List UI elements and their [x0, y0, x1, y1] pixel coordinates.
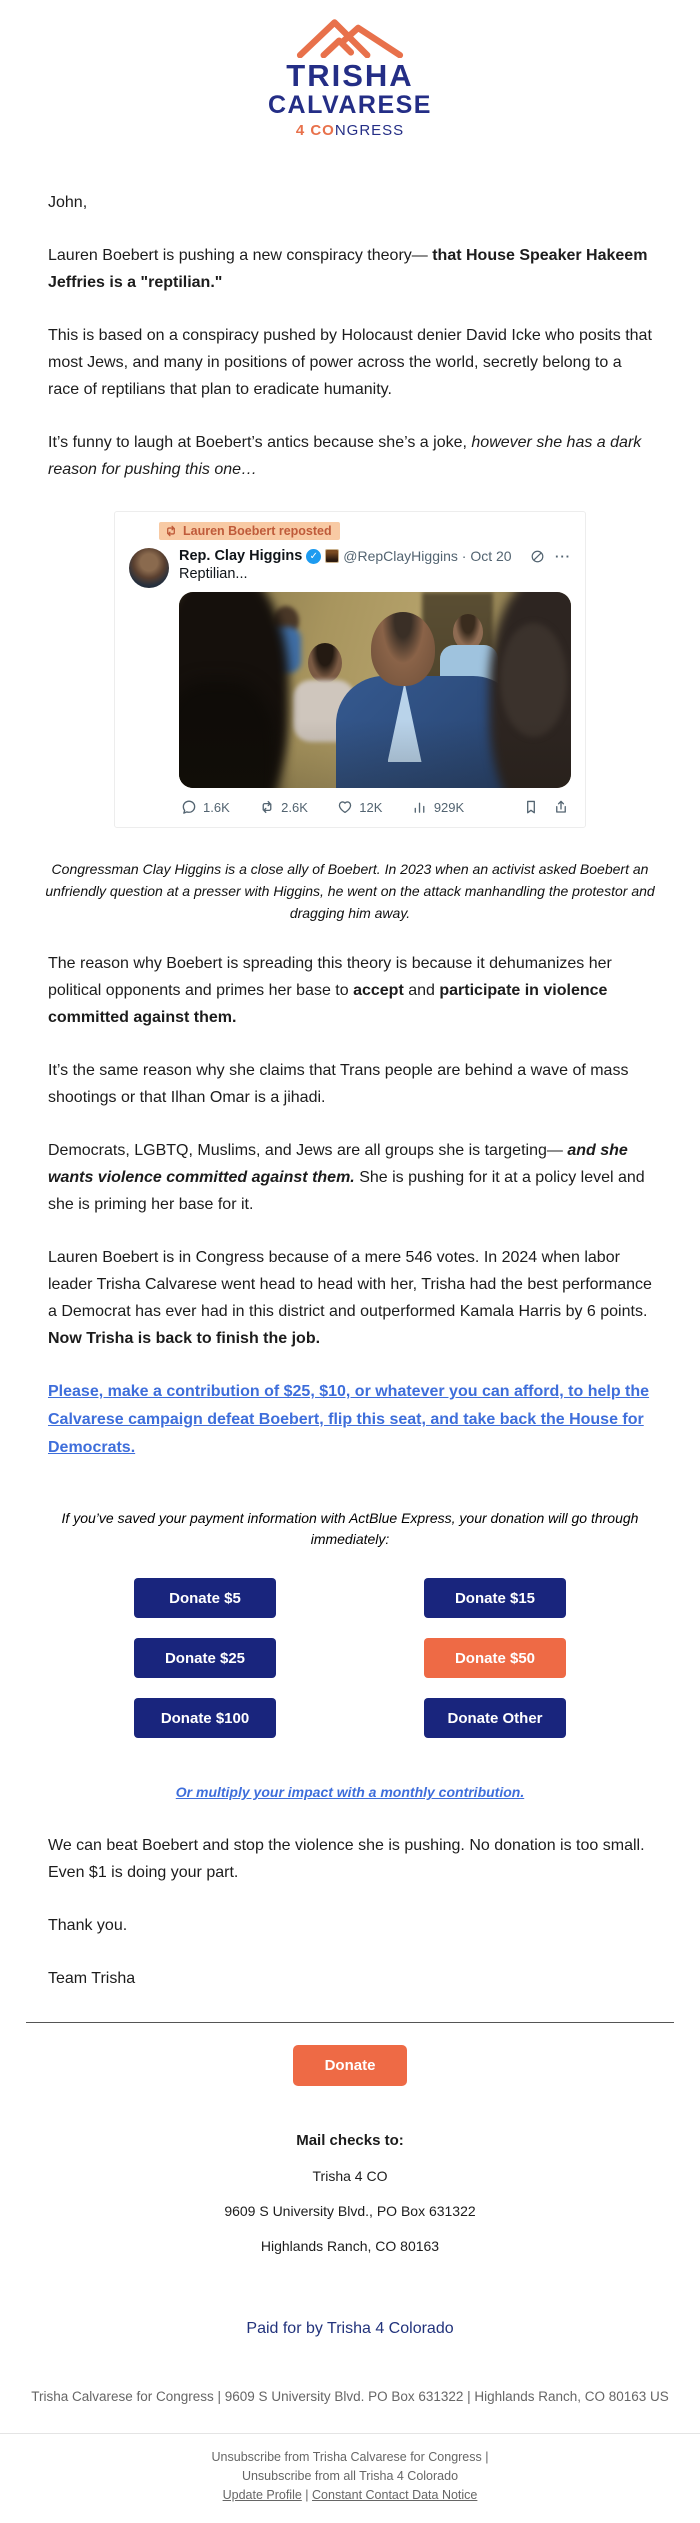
- tweet-handle: @RepClayHiggins · Oct 20: [343, 548, 512, 564]
- repost-banner: [159, 522, 340, 540]
- tweet-author: Rep. Clay Higgins: [179, 548, 303, 564]
- data-notice-link[interactable]: Constant Contact Data Notice: [312, 2488, 478, 2502]
- reply-icon: [181, 799, 197, 815]
- tweet-photo: [179, 592, 571, 788]
- signature: Team Trisha: [48, 1970, 136, 1987]
- donate-5-button[interactable]: Donate $5: [134, 1578, 276, 1618]
- footer-unsubscribe: [0, 2433, 700, 2523]
- thank-you: Thank you.: [48, 1917, 128, 1934]
- donate-button[interactable]: Donate: [293, 2045, 408, 2086]
- share-icon: [553, 799, 569, 815]
- contribution-cta: [48, 1378, 652, 1462]
- monthly-cta: [0, 1784, 700, 1802]
- contribution-link[interactable]: Please, make a contribution of $25, $10, or whatever you can afford, to help the Calvarese campaign defeat Boebert, flip this seat, and take back the House for Democrats.: [48, 1383, 650, 1456]
- same-reason-paragraph: It’s the same reason why she claims that Trans people are behind a wave of mass shootings or that Ilhan Omar is a jihadi.: [48, 1062, 629, 1106]
- targeting-paragraph: Democrats, LGBTQ, Muslims, and Jews are all groups she is targeting— and she wants violence committed against them. She is pushing for it at a policy level and she is priming her base for it.: [48, 1142, 645, 1213]
- conspiracy-paragraph: This is based on a conspiracy pushed by Holocaust denier David Icke who posits that most Jews, and many in positions of power across the world, secretly belong to a race of reptilians that plan to eradicate humanity.: [48, 327, 652, 398]
- avatar: [129, 548, 169, 588]
- photo-shape: [440, 645, 498, 697]
- photo-shape: [293, 680, 355, 742]
- photo-shape: [336, 676, 521, 788]
- mail-checks-heading: Mail checks to:: [296, 2132, 404, 2149]
- update-profile-link[interactable]: Update Profile: [222, 2488, 302, 2502]
- photo-shape: [422, 592, 493, 788]
- bookmark-icon: [523, 799, 539, 815]
- dark-reason-paragraph: It’s funny to laugh at Boebert’s antics because she’s a joke, however she has a dark reason for pushing this one…: [48, 434, 642, 478]
- logo-name-line2: CALVARESE: [268, 91, 432, 119]
- divider: [26, 2022, 674, 2023]
- grok-icon: [530, 549, 545, 564]
- donate-50-button[interactable]: Donate $50: [424, 1638, 566, 1678]
- logo-tagline: [0, 122, 700, 139]
- logo-tagline-rest: NGRESS: [334, 122, 405, 139]
- photo-shape: [257, 627, 301, 673]
- email-closing: [0, 1832, 700, 1992]
- heart-icon: [337, 799, 353, 815]
- photo-shape: [179, 680, 277, 788]
- photo-shape: [273, 606, 299, 636]
- tweet-header-icons: [530, 549, 571, 564]
- greeting: John,: [48, 194, 88, 211]
- votes-paragraph: Lauren Boebert is in Congress because of a mere 546 votes. In 2024 when labor leader Trisha Calvarese went head to head with her, Trisha had the best performance a Democrat has ever had in this district and outperformed Kamala Harris by 6 points. Now Trisha is back to finish the job.: [48, 1249, 652, 1347]
- photo-shape: [371, 612, 435, 686]
- reply-stat: [181, 799, 230, 815]
- mail-checks-city: Highlands Ranch, CO 80163: [260, 2238, 440, 2254]
- intro-paragraph: Lauren Boebert is pushing a new conspiracy theory— that House Speaker Hakeem Jeffries is a "reptilian.": [48, 247, 648, 291]
- like-stat: [337, 799, 382, 815]
- more-options-icon: [555, 549, 571, 564]
- unsubscribe-congress-link[interactable]: Unsubscribe from Trisha Calvarese for Congress |: [211, 2450, 489, 2464]
- photo-shape: [489, 592, 571, 788]
- mail-checks-block: [0, 2132, 700, 2254]
- affiliate-badge-icon: [325, 549, 339, 563]
- views-stat: [412, 799, 464, 815]
- tweet-main: [129, 548, 571, 815]
- photo-shape: [453, 614, 483, 650]
- reply-count: 1.6K: [203, 799, 230, 815]
- donate-25-button[interactable]: Donate $25: [134, 1638, 276, 1678]
- email-content-2: [0, 950, 700, 1462]
- tweet-text: Reptilian...: [179, 566, 248, 582]
- photo-caption: Congressman Clay Higgins is a close ally of Boebert. In 2023 when an activist asked Boebert an unfriendly question at a presser with Higgins, he went on the attack manhandling the protestor and dragging him away.: [45, 861, 655, 921]
- mail-checks-name: Trisha 4 CO: [312, 2168, 388, 2184]
- tweet-stats: [179, 799, 571, 815]
- tweet-header: [179, 548, 571, 564]
- footer-address: Trisha Calvarese for Congress | 9609 S University Blvd. PO Box 631322 | Highlands Ranch, CO 80163 US: [31, 2389, 669, 2404]
- tweet-action-icons: [523, 799, 569, 815]
- campaign-logo: [0, 0, 700, 139]
- unsubscribe-all-link[interactable]: Unsubscribe from all Trisha 4 Colorado: [241, 2469, 459, 2483]
- photo-shape: [179, 592, 289, 788]
- views-count: 929K: [433, 799, 465, 815]
- like-count: 12K: [359, 799, 383, 815]
- monthly-contribution-link[interactable]: Or multiply your impact with a monthly contribution.: [175, 1784, 525, 1800]
- mail-checks-street: 9609 S University Blvd., PO Box 631322: [224, 2203, 476, 2219]
- donate-other-button[interactable]: Donate Other: [424, 1698, 566, 1738]
- photo-shape: [308, 643, 342, 683]
- bar-chart-icon: [412, 799, 428, 815]
- reason-paragraph: The reason why Boebert is spreading this theory is because it dehumanizes her political opponents and primes her base to accept and participate in violence committed against them.: [48, 955, 612, 1026]
- actblue-express-note: If you’ve saved your payment information with ActBlue Express, your donation will go through immediately:: [61, 1510, 639, 1547]
- mountains-icon: [291, 16, 409, 58]
- repost-stat: [259, 799, 308, 815]
- photo-shape: [388, 682, 422, 762]
- photo-shape: [500, 623, 567, 737]
- verified-badge-icon: [306, 549, 321, 564]
- repost-count: 2.6K: [281, 799, 308, 815]
- tweet-body: [179, 548, 571, 815]
- repost-label: Lauren Boebert reposted: [183, 524, 332, 538]
- logo-tagline-orange: 4 CO: [295, 122, 335, 139]
- donate-15-button[interactable]: Donate $15: [424, 1578, 566, 1618]
- tweet-screenshot[interactable]: [114, 511, 586, 828]
- repost-icon: [259, 799, 275, 815]
- repost-icon: [164, 524, 178, 538]
- donate-button-grid: [60, 1578, 640, 1738]
- paid-for-disclaimer: Paid for by Trisha 4 Colorado: [246, 2320, 454, 2337]
- donate-100-button[interactable]: Donate $100: [134, 1698, 276, 1738]
- email-content: [0, 189, 700, 483]
- footer-separator: |: [301, 2488, 313, 2502]
- beat-boebert-paragraph: We can beat Boebert and stop the violence she is pushing. No donation is too small. Even $1 is doing your part.: [48, 1837, 645, 1881]
- logo-name-line1: TRISHA: [286, 58, 414, 93]
